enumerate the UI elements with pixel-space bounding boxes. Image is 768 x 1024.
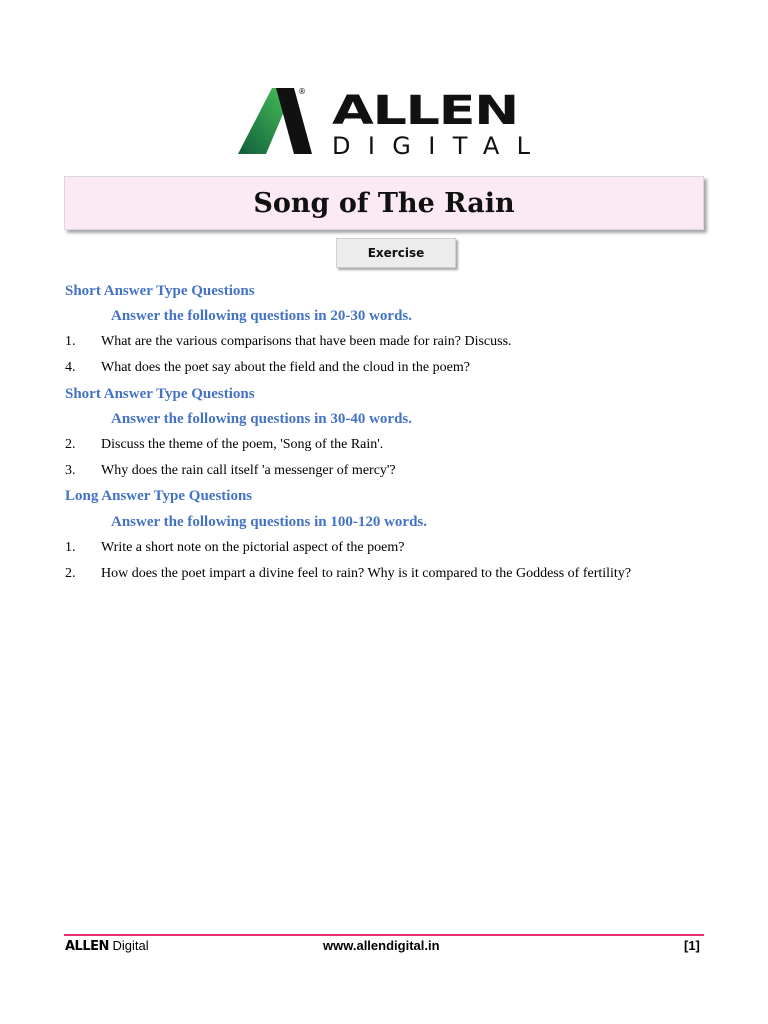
- title-banner: [64, 176, 704, 230]
- footer-brand-bold: ALLEN: [65, 939, 109, 954]
- question-item: [65, 540, 404, 556]
- logo-word-allen: ALLEN: [332, 88, 518, 134]
- footer-brand-rest: Digital: [108, 938, 149, 953]
- question-item: [65, 360, 470, 376]
- exercise-label: Exercise: [336, 238, 456, 268]
- question-item: [65, 566, 631, 582]
- question-number: 4.: [65, 360, 76, 375]
- question-number: 3.: [65, 463, 76, 478]
- question-item: [65, 463, 396, 479]
- question-number: 2.: [65, 566, 76, 581]
- logo-right-stroke: [276, 88, 312, 154]
- page-number: [1]: [684, 938, 700, 953]
- section-heading: Short Answer Type Questions: [65, 283, 255, 299]
- footer-brand: [65, 938, 149, 954]
- question-number: 2.: [65, 437, 76, 452]
- question-item: [65, 437, 383, 453]
- question-text: Write a short note on the pictorial aspect of the poem?: [101, 540, 405, 555]
- question-text: Why does the rain call itself 'a messenger of mercy'?: [101, 463, 396, 478]
- question-text: What does the poet say about the field and the cloud in the poem?: [101, 360, 470, 375]
- question-text: How does the poet impart a divine feel to rain? Why is it compared to the Goddess of fertility?: [101, 566, 632, 581]
- registered-mark: ®: [298, 87, 306, 96]
- logo-word-digital: DIGITAL: [332, 132, 530, 158]
- footer-divider: [64, 934, 704, 936]
- section-heading: Short Answer Type Questions: [65, 386, 255, 402]
- question-item: [65, 334, 512, 350]
- section-instruction: Answer the following questions in 20-30 words.: [111, 308, 413, 324]
- page-title: Song of The Rain: [253, 187, 515, 219]
- footer-url: www.allendigital.in: [323, 938, 440, 953]
- question-number: 1.: [65, 540, 76, 555]
- section-instruction: Answer the following questions in 30-40 words.: [111, 411, 413, 427]
- section-heading: Long Answer Type Questions: [65, 488, 253, 504]
- question-text: Discuss the theme of the poem, 'Song of the Rain'.: [101, 437, 384, 452]
- question-number: 1.: [65, 334, 76, 349]
- allen-digital-logo: [236, 84, 536, 158]
- question-text: What are the various comparisons that have been made for rain? Discuss.: [101, 334, 512, 349]
- section-instruction: Answer the following questions in 100-120 words.: [111, 514, 428, 530]
